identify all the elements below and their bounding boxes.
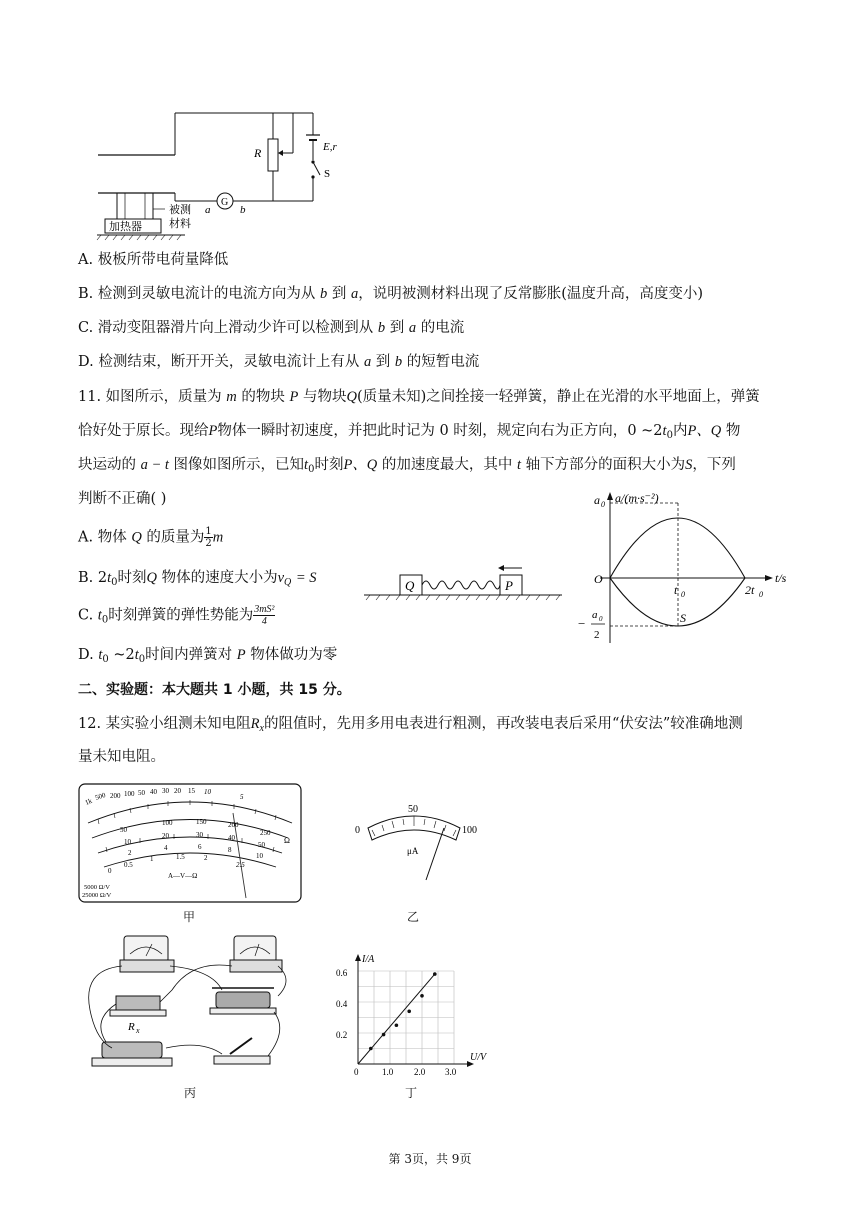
y-tick-0.2: 0.2 [336,1030,348,1040]
data-point [382,1033,386,1037]
svg-text:2.5: 2.5 [236,861,245,869]
multimeter-dial-jia [78,783,304,908]
svg-text:−: − [578,616,586,631]
svg-text:40: 40 [150,788,157,796]
caption-bing: 丙 [184,1086,197,1100]
q11-line-2: 恰好处于原长。现给P物体一瞬时初速度，并把此时记为 0 时刻，规定向右为正方向，0 $\sim 2t_0$内P、Q 物 [78,423,741,441]
block-p-label: P [505,578,513,593]
q12-line-1: 12. 某实验小组测未知电阻$R_x$的阻值时，先用多用电表进行粗测，再改装电表后采用“伏安法”较准确地测 [78,716,743,734]
svg-text:μA: μA [407,846,419,856]
data-point [433,972,437,976]
svg-text:10: 10 [256,852,263,860]
q10-option-d: D. 检测结束，断开开关，灵敏电流计上有从 a 到 b 的短暂电流 [78,354,480,370]
svg-text:8: 8 [228,846,232,854]
block-q-label: Q [405,578,415,593]
section-2-heading: 二、实验题：本大题共 1 小题，共 15 分。 [78,682,351,698]
q12-line-2: 量未知电阻。 [78,749,165,765]
svg-text:150: 150 [196,818,207,826]
svg-text:200: 200 [110,792,121,800]
label-g: G [221,197,229,208]
two-t0-label: 2t [745,583,755,597]
svg-text:5000 Ω/V: 5000 Ω/V [84,884,110,891]
svg-text:20: 20 [162,832,169,840]
label-r: R [254,146,262,160]
svg-text:25000 Ω/V: 25000 Ω/V [82,892,112,899]
spring-blocks-figure [362,560,567,610]
origin-label: O [594,572,603,586]
y-tick-0.6: 0.6 [336,968,348,978]
svg-text:x: x [136,1026,140,1035]
svg-text:100: 100 [162,819,173,827]
i-u-graph [330,952,505,1077]
svg-text:50: 50 [258,841,265,849]
graph-y-label: I/A [362,954,375,965]
svg-text:20: 20 [174,787,181,795]
q10-option-a: A. 极板所带电荷量降低 [78,252,229,268]
data-point [407,1010,411,1014]
label-er: E,r [323,141,337,153]
x-tick-2.0: 2.0 [414,1067,426,1077]
svg-text:R: R [128,1021,135,1033]
svg-text:30: 30 [196,831,203,839]
svg-text:0: 0 [599,615,603,623]
label-a: a [205,204,211,216]
svg-text:0: 0 [601,500,605,509]
label-b: b [240,204,246,216]
svg-text:A—V—Ω: A—V—Ω [168,872,198,880]
data-point [420,994,424,998]
neg-a0-label: a [592,609,598,621]
svg-text:6: 6 [198,843,202,851]
a0-label: a [594,493,600,507]
x-tick-1.0: 1.0 [382,1067,394,1077]
label-material-2: 材料 [169,218,191,230]
q10-option-c: C. 滑动变阻器滑片向上滑动少许可以检测到从 b 到 a 的电流 [78,320,465,336]
caption-jia: 甲 [183,910,196,924]
svg-text:30: 30 [162,787,169,795]
q11-line-1: 11. 如图所示，质量为 m 的物块 P 与物块Q(质量未知)之间拴接一轻弹簧，静止在光滑的水平地面上，弹簧 [78,389,760,405]
t0-label: t [674,583,678,597]
caption-ding: 丁 [405,1086,418,1100]
y-tick-0.4: 0.4 [336,999,348,1009]
svg-text:50: 50 [138,789,145,797]
svg-text:10: 10 [124,838,131,846]
svg-text:40: 40 [228,834,235,842]
svg-text:2: 2 [204,854,208,862]
y-axis-label: a/(m·s⁻²) [615,491,659,505]
area-s-label: S [680,611,686,625]
label-material-1: 被测 [169,204,191,216]
data-point [395,1023,399,1027]
svg-text:0.5: 0.5 [124,861,133,869]
circuit-apparatus-bing [82,930,297,1075]
label-heater: 加热器 [109,221,142,233]
q11-line-4: 判断不正确( ) [78,491,167,507]
caption-yi: 乙 [407,910,420,924]
svg-text:0: 0 [108,867,112,875]
data-point [369,1047,373,1051]
svg-text:10: 10 [204,788,211,796]
svg-text:0: 0 [681,590,685,599]
capacitor-circuit-figure [95,105,365,245]
q11-option-c: C. $t_0$时刻弹簧的弹性势能为 $\frac{\text{3mS²}}{4}$ [78,604,275,627]
svg-text:500: 500 [94,791,107,802]
svg-text:0: 0 [355,825,360,836]
neg-a0-denominator: 2 [594,629,600,641]
page-footer: 第 3页，共 9页 [388,1152,472,1166]
label-s: S [324,168,331,180]
svg-text:200: 200 [228,821,239,829]
svg-text:250: 250 [260,829,271,837]
svg-text:5: 5 [240,793,244,801]
x-tick-0: 0 [354,1067,359,1077]
graph-x-label: U/V [470,1052,487,1063]
svg-text:50: 50 [120,826,127,834]
svg-text:50: 50 [408,804,418,815]
svg-text:1.5: 1.5 [176,853,185,861]
a-t-graph [570,488,795,648]
svg-text:1k: 1k [83,796,94,807]
svg-text:100: 100 [124,790,135,798]
q11-option-d: D. $t_0$ $\sim 2t_0$时间内弹簧对 P 物体做功为零 [78,647,338,665]
microammeter-dial-yi [352,800,487,885]
svg-text:1: 1 [150,855,154,863]
q11-option-a: A. 物体 Q 的质量为 $\frac{1}{2}$ m [78,526,224,549]
svg-text:4: 4 [164,844,168,852]
svg-text:2: 2 [128,849,132,857]
svg-text:15: 15 [188,787,195,795]
svg-text:100: 100 [462,825,477,836]
svg-text:Ω: Ω [284,836,290,845]
t-axis-label: t/s [775,571,787,585]
svg-text:0: 0 [759,590,763,599]
q11-option-b: B. $2t_0$时刻Q 物体的速度大小为$v_Q = S$ [78,570,317,588]
fit-line [358,974,435,1064]
q10-option-b: B. 检测到灵敏电流计的电流方向为从 b 到 a，说明被测材料出现了反常膨胀(温度升高，高度变小) [78,286,704,302]
x-tick-3.0: 3.0 [445,1067,457,1077]
q11-line-3: 块运动的 a − t 图像如图所示，已知$t_0$时刻P、Q 的加速度最大，其中 t 轴下方部分的面积大小为S，下列 [78,457,736,475]
